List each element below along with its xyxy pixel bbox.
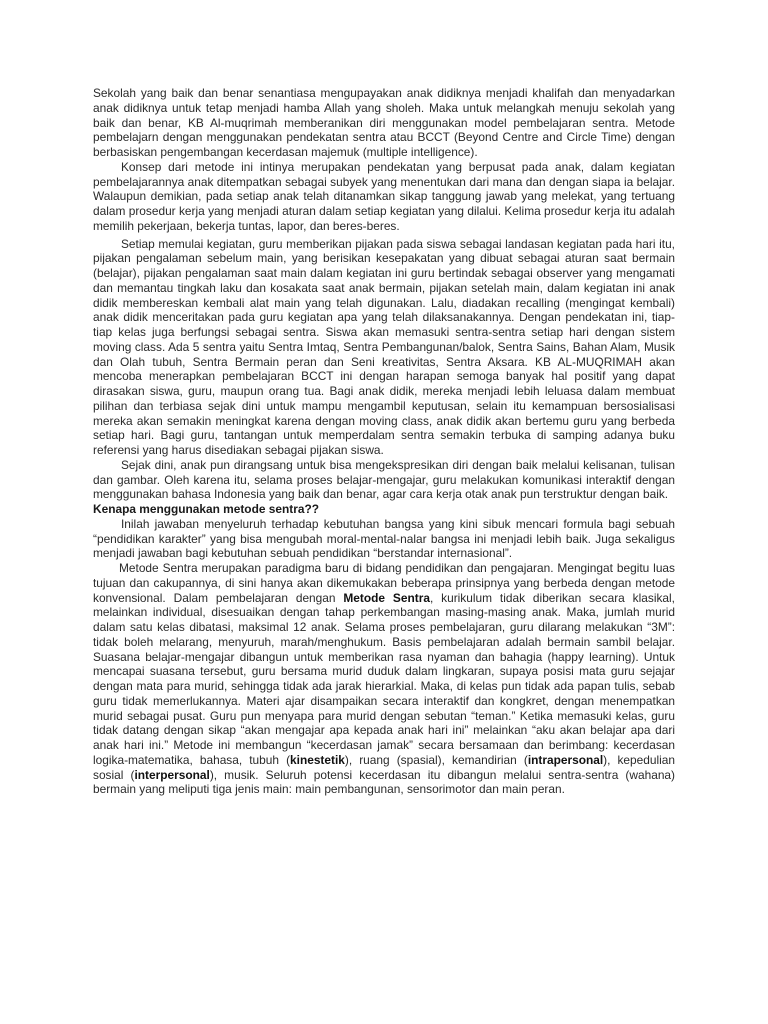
bold-term-intrapersonal: intrapersonal [527, 752, 604, 767]
bold-term-kinestetik: kinestetik [290, 752, 345, 767]
text-run: ), ruang (spasial), kemandirian ( [344, 752, 528, 767]
paragraph-metode-sentra [93, 561, 675, 797]
section-heading: Kenapa menggunakan metode sentra?? [93, 502, 319, 516]
text-run: Metode Sentra merupakan paradigma baru di bidang pendidikan dan pengajaran. Mengingat begitu luas tujuan dan cakupannya, di sini hanya akan dikemukakan beberapa prinsipnya yang berbeda dengan metode konvensional. Dalam pembelajaran dengan [93, 561, 675, 605]
paragraph-kegiatan: Setiap memulai kegiatan, guru memberikan pijakan pada siswa sebagai landasan kegiatan pada hari itu, pijakan pengalaman sebelum main, yang berisikan kesepakatan yang dibuat sebagai aturan saat bermain (belajar), pijakan pengalaman saat main dalam kegiatan ini guru bertindak sebagai observer yang mengamati dan memantau tingkah laku dan kosakata saat anak bermain, pijakan setelah main, dalam kegiatan ini anak didik membereskan kembali alat main yang telah digunakan. Lalu, diadakan recalling (mengingat kembali) anak didik menceritakan pada guru kegiatan apa yang telah dilaksanakannya. Dengan pendekatan ini, tiap-tiap kelas juga berfungsi sebagai sentra. Siswa akan memasuki sentra-sentra setiap hari dengan sistem moving class. Ada 5 sentra yaitu Sentra Imtaq, Sentra Pembangunan/balok, Sentra Sains, Bahan Alam, Musik dan Olah tubuh, Sentra Bermain peran dan Seni kreativitas, Sentra Aksara. KB AL-MUQRIMAH akan mencoba menerapkan pembelajaran BCCT ini dengan harapan semoga banyak hal positif yang dapat dirasakan siswa, guru, maupun orang tua. Bagi anak didik, mereka menjadi lebih leluasa dalam membuat pilihan dan terbiasa sejak dini untuk mampu mengambil keputusan, selain itu kemampuan bersosialisasi mereka akan semakin meningkat karena dengan moving class, anak didik akan bertemu guru yang berbeda setiap hari. Bagi guru, tantangan untuk memperdalam sentra semakin terbuka di samping adanya buku referensi yang harus disediakan sebagai pijakan siswa. [93, 236, 675, 457]
paragraph-jawaban: Inilah jawaban menyeluruh terhadap kebutuhan bangsa yang kini sibuk mencari formula bagi sebuah “pendidikan karakter” yang bisa mengubah moral-mental-nalar bangsa ini menjadi lebih baik. Juga sekaligus menjadi jawaban bagi kebutuhan sebuah pendidikan “berstandar internasional”. [93, 516, 675, 561]
paragraph-intro: Sekolah yang baik dan benar senantiasa mengupayakan anak didiknya menjadi khalifah dan menyadarkan anak didiknya untuk tetap menjadi hamba Allah yang sholeh. Maka untuk melangkah menuju sekolah yang baik dan benar, KB Al-muqrimah memberanikan diri menggunakan model pembelajaran sentra. Metode pembelajarn dengan menggunakan pendekatan sentra atau BCCT (Beyond Centre and Circle Time) dengan berbasiskan pengembangan kecerdasan majemuk (multiple intelligence). [93, 86, 675, 159]
text-run: ), musik. Seluruh potensi kecerdasan itu dibangun melalui sentra-sentra (wahana) bermain yang meliputi tiga jenis main: main pembangunan, sensorimotor dan main peran. [93, 767, 676, 797]
text-run: , kurikulum tidak diberikan secara klasikal, melainkan individual, disesuaikan dengan tahap perkembangan masing-masing anak. Maka, jumlah murid dalam satu kelas dibatasi, maksimal 12 anak. Selama proses pembelajaran, guru dilarang melakukan “3M”: tidak boleh melarang, menyuruh, marah/menghukum. Basis pembelajaran adalah bermain sambil belajar. Suasana belajar-mengajar dibangun untuk memberikan rasa nyaman dan bahagia (happy learning). Untuk mencapai suasana tersebut, guru bersama murid duduk dalam lingkaran, supaya posisi mata guru sejajar dengan mata para murid, sehingga tidak ada jarak hierarkial. Maka, di kelas pun tidak ada papan tulis, sebab guru tidak memerlukannya. Materi ajar disampaikan secara interaktif dan kongkret, dengan menempatkan murid sebagai pusat. Guru pun menyapa para murid dengan sebutan “teman.” Ketika memasuki kelas, guru tidak datang dengan sikap “akan mengajar apa kepada anak hari ini” melainkan “aku akan belajar apa dari anak hari ini.” Metode ini membangun “kecerdasan jamak” secara bersamaan dan berimbang: kecerdasan logika-matematika, bahasa, tubuh ( [93, 590, 675, 767]
bold-term-metode-sentra: Metode Sentra [343, 590, 430, 605]
document-page [93, 86, 675, 797]
bold-term-interpersonal: interpersonal [134, 767, 210, 782]
text-run: ), kepedulian sosial ( [93, 752, 675, 782]
paragraph-sejak-dini: Sejak dini, anak pun dirangsang untuk bisa mengekspresikan diri dengan baik melalui kelisanan, tulisan dan gambar. Oleh karena itu, selama proses belajar-mengajar, guru melakukan komunikasi interaktif dengan menggunakan bahasa Indonesia yang baik dan benar, agar cara kerja otak anak pun terstruktur dengan baik. [93, 457, 675, 502]
paragraph-konsep: Konsep dari metode ini intinya merupakan pendekatan yang berpusat pada anak, dalam kegiatan pembelajarannya anak ditempatkan sebagai subyek yang menentukan dari mana dan dengan siapa ia belajar. Walaupun demikian, pada setiap anak telah ditanamkan sikap tanggung jawab yang melekat, yang tertuang dalam prosedur kerja yang menjadi aturan dalam setiap kegiatan yang dilalui. Kelima prosedur kerja itu adalah memilih pekerjaan, bekerja tuntas, lapor, dan beres-beres. [93, 159, 675, 233]
